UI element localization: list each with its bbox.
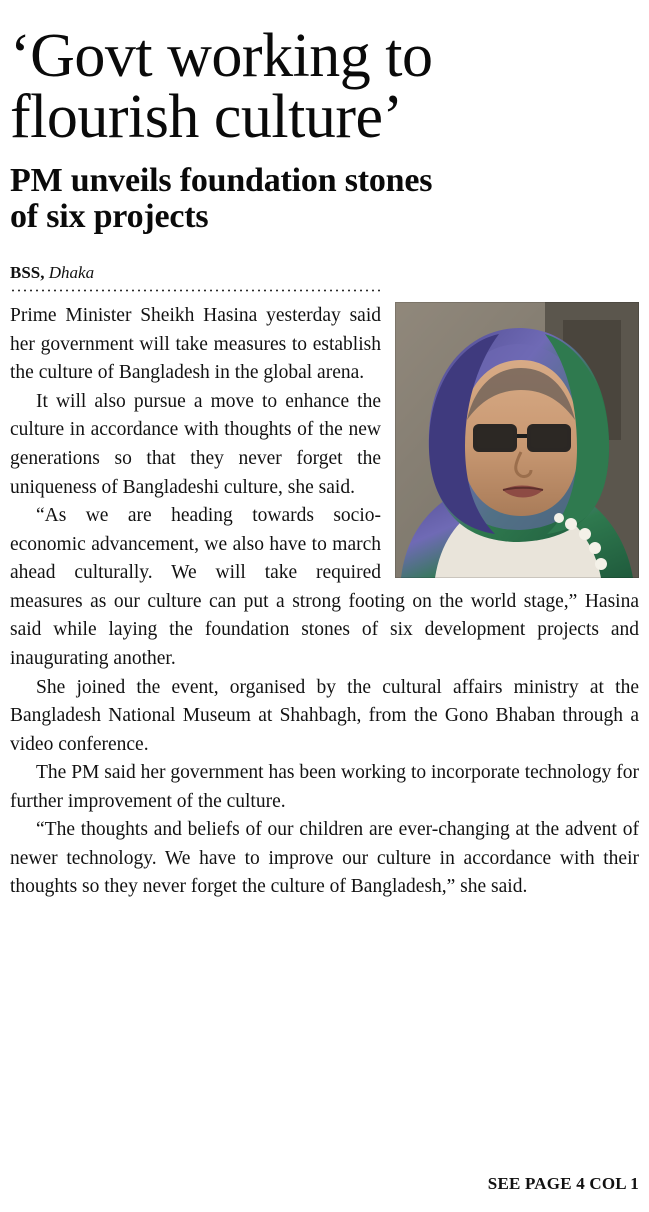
byline bbox=[10, 264, 639, 281]
paragraph: “As we are heading towards socio-economic advancement, we also have to march ahead culturally. We will take required measures as our culture can put a strong footing on the world stage,” Hasina said while laying the foundation stones of six development projects and inaugurating another. bbox=[10, 505, 639, 669]
continuation-note: SEE PAGE 4 COL 1 bbox=[487, 1174, 639, 1193]
headline-line-1: ‘Govt working to bbox=[10, 22, 433, 90]
byline-place: Dhaka bbox=[48, 263, 95, 283]
paragraph: Prime Minister Sheikh Hasina yesterday said her government will take measures to establish the culture of Bangladesh in the global arena. bbox=[10, 305, 381, 384]
page-title bbox=[10, 22, 639, 152]
paragraph: The PM said her government has been working to incorporate technology for further improvement of the culture. bbox=[10, 762, 639, 812]
article-body bbox=[10, 302, 639, 902]
paragraph: She joined the event, organised by the cultural affairs ministry at the Bangladesh National Museum at Shahbagh, from the Gono Bhaban through a video conference. bbox=[10, 676, 639, 755]
byline-divider bbox=[10, 289, 380, 292]
article bbox=[10, 22, 639, 902]
headline-line-2: flourish culture’ bbox=[10, 83, 403, 152]
subhead-line-1: PM unveils foundation stones bbox=[10, 161, 433, 199]
paragraph: “The thoughts and beliefs of our children are ever-changing at the advent of newer technology. We have to improve our culture in accordance with their thoughts so they never forget the culture of Bangladesh,” she said. bbox=[10, 819, 639, 898]
byline-agency: BSS, bbox=[10, 263, 45, 283]
paragraph: It will also pursue a move to enhance the culture in accordance with thoughts of the new generations so that they never forget the uniqueness of Bangladeshi culture, she said. bbox=[10, 390, 381, 498]
sheikh-hasina-portrait bbox=[395, 302, 639, 578]
subhead-line-2: of six projects bbox=[10, 198, 209, 236]
sub-headline bbox=[10, 163, 639, 236]
